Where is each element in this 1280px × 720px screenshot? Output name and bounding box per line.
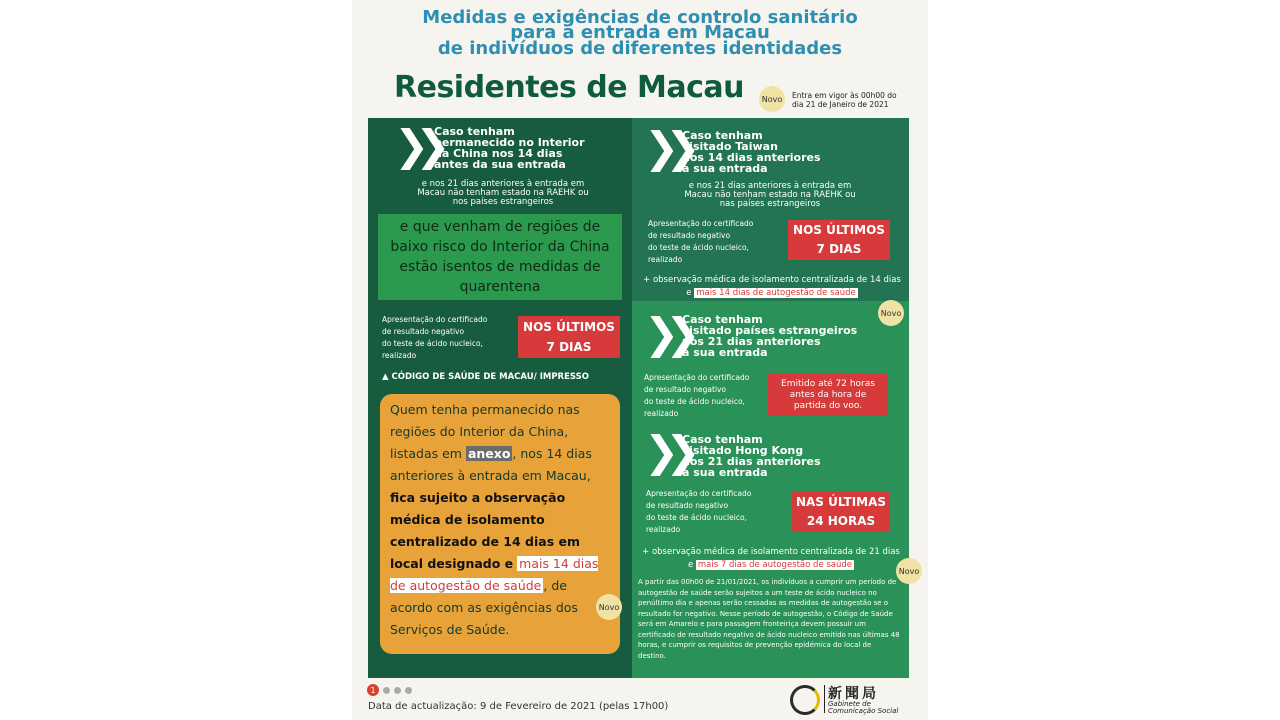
- title-line-1: Medidas e exigências de controlo sanitário: [422, 7, 858, 28]
- hk-certificate: Apresentação do certificado de resultado negativo do teste de ácido nucleico, realizado: [646, 489, 752, 534]
- novo-badge-hk: Novo: [896, 558, 922, 584]
- hk-obs-text: + observação médica de isolamento centralizada de 21 dias e: [642, 547, 900, 570]
- foreign-heading: Caso tenham visitado países estrangeiros nos 21 dias anteriores à sua entrada: [682, 313, 858, 359]
- gcs-name-line2: Comunicação Social: [828, 707, 899, 715]
- interior-heading: Caso tenham permanecido no Interior da China nos 14 dias antes da sua entrada: [434, 125, 585, 171]
- residents-heading: Residentes de Macau: [394, 70, 745, 105]
- page-indicator[interactable]: [367, 684, 412, 696]
- chevron-icon: ❯❯: [644, 309, 687, 358]
- chevron-icon: ❯❯: [394, 121, 437, 170]
- page-dot[interactable]: [394, 687, 401, 694]
- interior-certificate: Apresentação do certificado de resultado negativo do teste de ácido nucleico, realizado: [382, 315, 488, 360]
- exempt-box: e que venham de regiões de baixo risco do Interior da China estão isentos de medidas de quarentena: [378, 214, 622, 300]
- self-management-notice: A partir das 00h00 de 21/01/2021, os indivíduos a cumprir um período de autogestão de saúde serão sujeitos a um teste de ácido nucleico no penúltimo dia e apenas serão cessadas as medidas de autogestão se o resultado for negativo. Nesse período de autogestão, o Código de Saúde será em Amarelo e para passagem fronteiriça devem possuir um certificado de resultado negativo de ácido nucleico emitido nas últimas 48 horas, e cumprir os requisitos de prevenção epidémica do local de destino.: [638, 578, 900, 660]
- taiwan-obs-text: + observação médica de isolamento centralizada de 14 dias e: [643, 275, 901, 298]
- gcs-name-zh: 新聞局: [828, 686, 879, 702]
- taiwan-obs-highlight: mais 14 dias de autogestão de saúde: [696, 288, 856, 298]
- taiwan-window: NOS ÚLTIMOS 7 DIAS: [788, 220, 890, 260]
- gcs-emblem-icon: [790, 685, 820, 715]
- interior-subtext: e nos 21 dias anteriores à entrada em Macau não tenham estado na RAEHK ou nos países estrangeiros: [417, 179, 589, 207]
- gcs-divider: [824, 685, 825, 713]
- hk-obs-highlight: mais 7 dias de autogestão de saúde: [697, 560, 853, 570]
- orange-text-2: , nos 14 dias anteriores à entrada em Macau,: [390, 446, 592, 483]
- interior-window: NOS ÚLTIMOS 7 DIAS: [518, 316, 620, 358]
- taiwan-certificate: Apresentação do certificado de resultado negativo do teste de ácido nucleico, realizado: [648, 219, 754, 264]
- gcs-name-line1: Gabinete de: [828, 700, 871, 708]
- page-dot[interactable]: [383, 687, 390, 694]
- foreign-certificate: Apresentação do certificado de resultado negativo do teste de ácido nucleico, realizado: [644, 373, 750, 418]
- effective-date: Entra em vigor às 00h00 do dia 21 de Janeiro de 2021: [792, 91, 897, 109]
- taiwan-observation: [640, 274, 904, 300]
- chevron-icon: ❯❯: [644, 123, 687, 172]
- orange-highlight: mais 14 dias de autogestão de saúde: [390, 556, 599, 593]
- orange-text-3: , de acordo com as exigências dos Serviços de Saúde.: [390, 578, 578, 637]
- title-line-2: para a entrada em Macau: [510, 22, 770, 43]
- foreign-window: Emitido até 72 horas antes da hora de partida do voo.: [768, 374, 888, 416]
- orange-box: [380, 394, 620, 654]
- poster: [352, 0, 928, 720]
- page-dot-active[interactable]: 1: [367, 684, 379, 696]
- title-line-3: de indivíduos de diferentes identidades: [437, 38, 843, 59]
- gcs-name-pt: [828, 701, 898, 715]
- orange-text-1: Quem tenha permanecido nas regiões do Interior da China, listadas em: [390, 402, 580, 461]
- hk-heading: Caso tenham visitado Hong Kong nos 21 dias anteriores à sua entrada: [682, 433, 821, 479]
- novo-badge-orange: Novo: [596, 594, 622, 620]
- taiwan-heading: Caso tenham visitado Taiwan nos 14 dias anteriores à sua entrada: [682, 129, 821, 175]
- hk-window: NAS ÚLTIMAS 24 HORAS: [792, 492, 890, 532]
- orange-bold: fica sujeito a observação médica de isolamento centralizado de 14 dias em local designado e: [390, 490, 581, 571]
- gcs-logo: [782, 681, 922, 717]
- novo-badge-foreign: Novo: [878, 300, 904, 326]
- page-dot[interactable]: [405, 687, 412, 694]
- novo-badge: Novo: [759, 86, 785, 112]
- taiwan-subtext: e nos 21 dias anteriores à entrada em Macau não tenham estado na RAEHK ou nas países estrangeiros: [684, 181, 856, 209]
- chevron-icon: ❯❯: [644, 427, 687, 476]
- update-date: Data de actualização: 9 de Fevereiro de 2021 (pelas 17h00): [368, 701, 669, 712]
- hk-observation: [640, 546, 902, 572]
- codigo-saude: ▲ CÓDIGO DE SAÚDE DE MACAU/ IMPRESSO: [382, 372, 589, 382]
- anexo-link[interactable]: anexo: [467, 446, 511, 461]
- measures-card: [368, 118, 920, 678]
